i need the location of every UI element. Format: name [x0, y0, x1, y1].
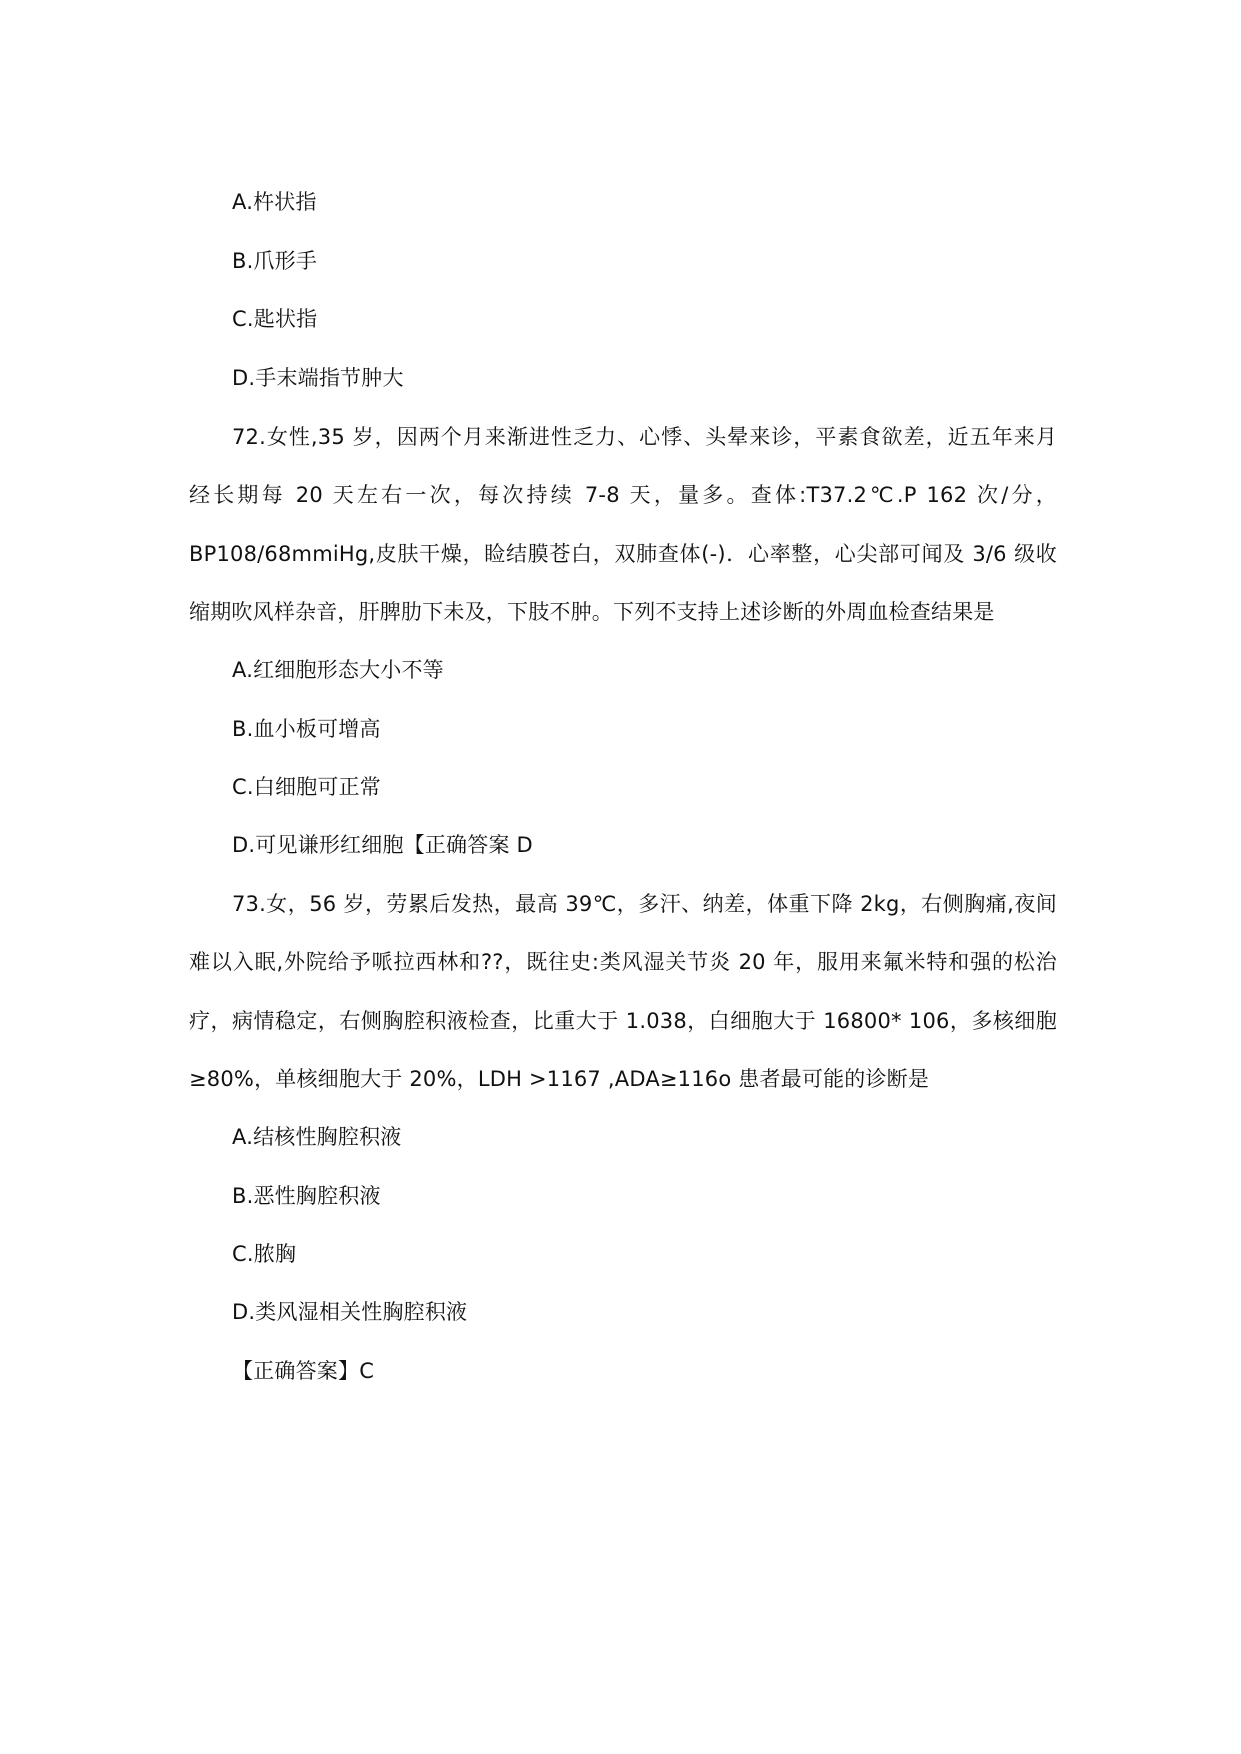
q73-option-b: B.恶性胸腔积液	[232, 1184, 381, 1208]
q73-option-a: A.结核性胸腔积液	[232, 1125, 402, 1149]
q72-stem-line-4: 缩期吹风样杂音，肝脾肋下未及，下肢不肿。下列不支持上述诊断的外周血检查结果是	[189, 600, 995, 624]
q73-stem-line-2: 难以入眠,外院给予哌拉西林和??，既往史:类风湿关节炎 20 年，服用来氟米特和强的松治	[189, 950, 1057, 974]
q72-stem-line-2: 经长期每 20 天左右一次，每次持续 7-8 天，量多。查体:T37.2℃.P 162 次/分，	[189, 483, 1057, 507]
q71-option-b: B.爪形手	[232, 249, 318, 273]
q73-stem-line-1: 73.女，56 岁，劳累后发热，最高 39℃，多汗、纳差，体重下降 2kg，右侧胸痛,夜间	[232, 892, 1057, 916]
q71-option-d: D.手末端指节肿大	[232, 366, 404, 390]
q73-option-c: C.脓胸	[232, 1242, 297, 1266]
q72-stem-line-1: 72.女性,35 岁，因两个月来渐进性乏力、心悸、头晕来诊，平素食欲差，近五年来月	[232, 425, 1057, 449]
q72-option-b: B.血小板可增高	[232, 717, 381, 741]
q71-option-c: C.匙状指	[232, 307, 318, 331]
q73-option-d: D.类风湿相关性胸腔积液	[232, 1300, 468, 1324]
q73-stem-line-4: ≥80%，单核细胞大于 20%，LDH >1167 ,ADA≥116o 患者最可能的诊断是	[189, 1067, 930, 1091]
q73-correct-answer: 【正确答案】C	[232, 1359, 375, 1383]
q72-stem-line-3: BP108/68mmiHg,皮肤干燥，睑结膜苍白，双肺查体(-)．心率整，心尖部可闻及 3/6 级收	[189, 542, 1057, 566]
q71-option-a: A.杵状指	[232, 190, 317, 214]
q73-stem-line-3: 疗，病情稳定，右侧胸腔积液检查，比重大于 1.038，白细胞大于 16800* 106，多核细胞	[189, 1009, 1057, 1033]
q72-option-d: D.可见谦形红细胞【正确答案 D	[232, 833, 533, 857]
q72-option-a: A.红细胞形态大小不等	[232, 658, 444, 682]
q72-option-c: C.白细胞可正常	[232, 775, 381, 799]
